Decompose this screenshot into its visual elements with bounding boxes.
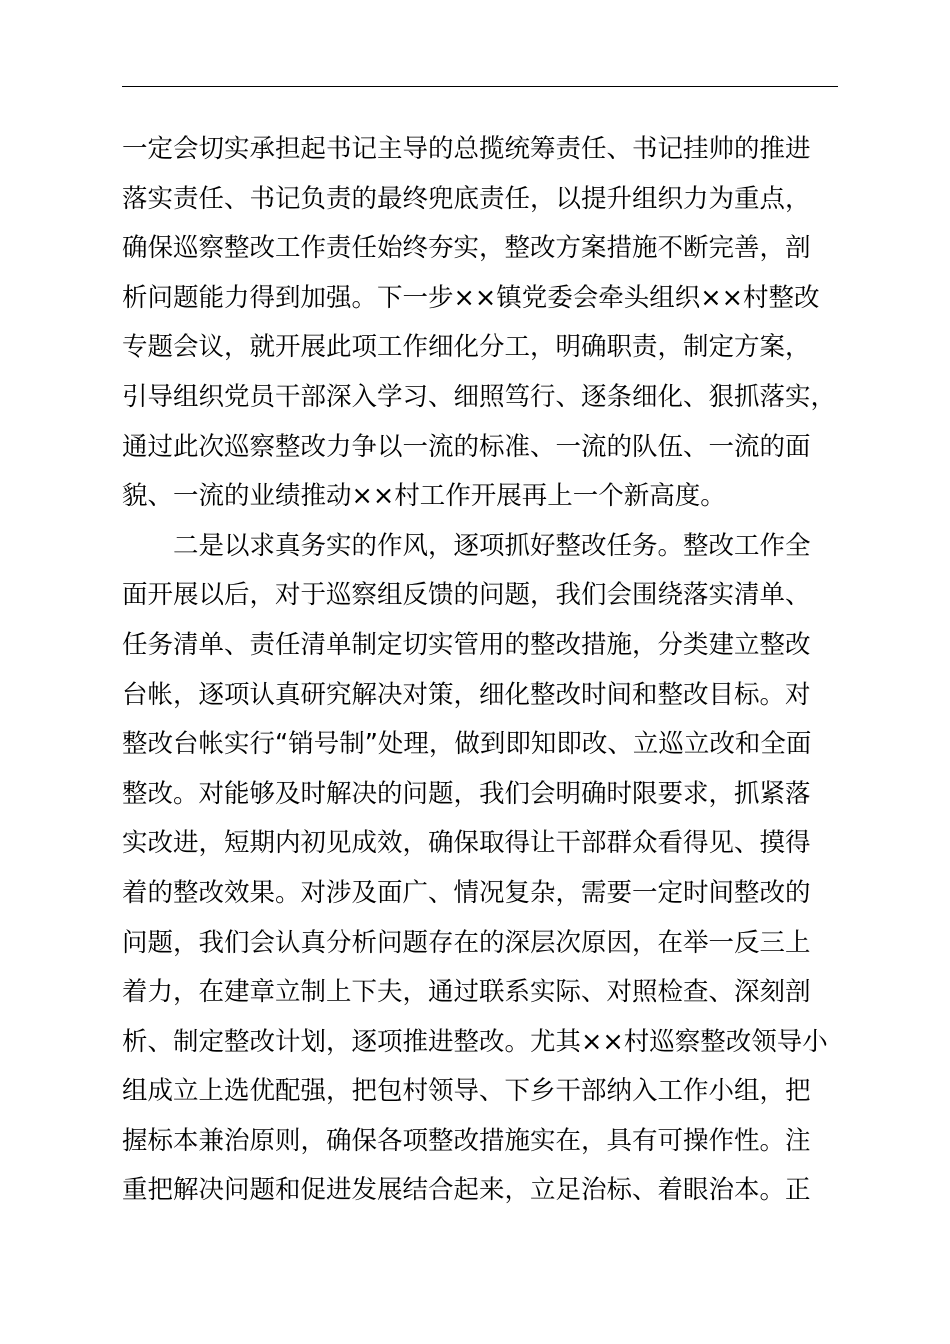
text-line: 整改。对能够及时解决的问题，我们会明确时限要求，抓紧落 <box>122 778 811 809</box>
text-line: 引导组织党员干部深入学习、细照笃行、逐条细化、狠抓落实， <box>122 381 837 412</box>
text-line: 握标本兼治原则，确保各项整改措施实在，具有可操作性。注 <box>122 1125 811 1156</box>
paragraph-start-line: 二是以求真务实的作风，逐项抓好整改任务。整改工作全 <box>173 530 811 561</box>
text-line: 问题，我们会认真分析问题存在的深层次原因，在举一反三上 <box>122 927 811 958</box>
text-line: 台帐，逐项认真研究解决对策，细化整改时间和整改目标。对 <box>122 679 811 710</box>
text-line: 专题会议，就开展此项工作细化分工，明确职责，制定方案， <box>122 332 811 363</box>
text-line: 一定会切实承担起书记主导的总揽统筹责任、书记挂帅的推进 <box>122 134 811 164</box>
text-line: 面开展以后，对于巡察组反馈的问题，我们会围绕落实清单、 <box>122 580 811 611</box>
text-line: 组成立上选优配强，把包村领导、下乡干部纳入工作小组，把 <box>122 1076 811 1107</box>
text-line: 着力，在建章立制上下夫，通过联系实际、对照检查、深刻剖 <box>122 977 811 1008</box>
text-line: 落实责任、书记负责的最终兜底责任，以提升组织力为重点， <box>122 183 811 214</box>
text-line: 析、制定整改计划，逐项推进整改。尤其××村巡察整改领导小 <box>122 1026 828 1057</box>
text-line: 任务清单、责任清单制定切实管用的整改措施，分类建立整改 <box>122 629 811 660</box>
text-line: 重把解决问题和促进发展结合起来，立足治标、着眼治本。正 <box>122 1175 811 1206</box>
text-line: 确保巡察整改工作责任始终夯实，整改方案措施不断完善，剖 <box>122 233 811 264</box>
document-body <box>122 125 842 1216</box>
header-rule <box>122 86 838 87</box>
text-line: 析问题能力得到加强。下一步××镇党委会牵头组织××村整改 <box>122 282 820 313</box>
text-line: 通过此次巡察整改力争以一流的标准、一流的队伍、一流的面 <box>122 431 811 462</box>
text-line: 貌、一流的业绩推动××村工作开展再上一个新高度。 <box>122 481 726 512</box>
text-line: 着的整改效果。对涉及面广、情况复杂，需要一定时间整改的 <box>122 877 811 908</box>
text-line: 整改台帐实行“销号制”处理，做到即知即改、立巡立改和全面 <box>122 729 812 760</box>
text-line: 实改进，短期内初见成效，确保取得让干部群众看得见、摸得 <box>122 828 811 859</box>
